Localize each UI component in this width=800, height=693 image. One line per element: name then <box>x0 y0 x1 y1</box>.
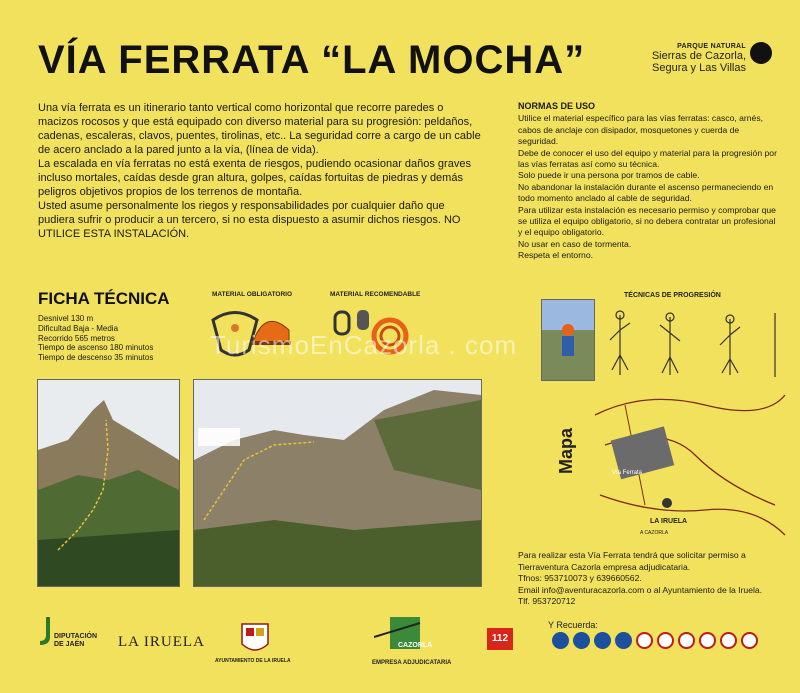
climber-figure-2-icon <box>660 317 680 375</box>
mountain-photo-right-graphic <box>194 380 481 586</box>
no-camping-pictogram-icon <box>657 632 674 649</box>
intro-paragraph: Usted asume personalmente los riegos y responsabilidades por cualquier daño que pudiera sufrir o producir a un tercero, si no esta dispuesto a asumir dichos riesgos. NO UTILICE ESTA INSTALACIÓN. <box>38 200 461 240</box>
rule-item: No usar en caso de tormenta. <box>518 238 632 249</box>
emergency-112-badge: 112 <box>487 628 513 650</box>
climber-photo-graphic <box>542 300 594 380</box>
techniques-label: TÉCNICAS DE PROGRESIÓN <box>624 292 721 299</box>
reminder-label: Y Recuerda: <box>548 620 598 630</box>
no-fire-pictogram-icon <box>636 632 653 649</box>
rules-section <box>518 101 780 262</box>
map-place-label: Vía Ferrata <box>612 470 643 476</box>
park-line3: Segura y Las Villas <box>652 62 746 74</box>
map-road-north <box>595 395 785 415</box>
ayuntamiento-label: AYUNTAMIENTO DE LA IRUELA <box>215 658 291 664</box>
climber-figure-3-icon <box>720 319 740 375</box>
no-picking-pictogram-icon <box>699 632 716 649</box>
diputacion-emblem-icon <box>38 617 52 645</box>
contact-line: Tfnos: 953710073 y 639660562. <box>518 573 642 584</box>
no-hunting-pictogram-icon <box>741 632 758 649</box>
path-pictogram-icon <box>573 632 590 649</box>
mountain-photo-right <box>193 379 482 587</box>
page-title: VÍA FERRATA “LA MOCHA” <box>38 38 586 82</box>
map-town-label: LA IRUELA <box>650 518 688 525</box>
map-town-marker <box>662 498 672 508</box>
rule-item: Respeta el entorno. <box>518 250 594 261</box>
map-title: Mapa <box>556 427 576 474</box>
contact-line: Para realizar esta Vía Ferrata tendrá que solicitar permiso a Tierraventura Cazorla empresa adjudicataria. <box>518 550 746 572</box>
watermark: TurismoEnCazorla . com <box>210 330 518 360</box>
park-name <box>636 43 746 74</box>
hiking-pictogram-icon <box>594 632 611 649</box>
contact-line: Email info@aventuracazorla.com o al Ayuntamiento de la Iruela. <box>518 584 763 595</box>
litter-pictogram-icon <box>552 632 569 649</box>
rules-heading: NORMAS DE USO <box>518 101 596 111</box>
no-noise-pictogram-icon <box>720 632 737 649</box>
intro-text <box>38 101 484 241</box>
tech-row: Tiempo de ascenso 180 minutos <box>38 343 154 353</box>
park-emblem-icon <box>750 42 772 64</box>
pictogram-row <box>552 632 782 649</box>
map-graphic <box>585 385 790 545</box>
mandatory-gear-label: MATERIAL OBLIGATORIO <box>212 291 293 298</box>
rule-item: No abandonar la instalación durante el ascenso permaneciendo en todo momento anclado al cable de seguridad. <box>518 181 774 204</box>
iruela-logo: LA IRUELA <box>118 634 205 650</box>
climber-photo <box>541 299 595 381</box>
tech-row: Dificultad Baja - Media <box>38 323 119 333</box>
mountain-photo-left-graphic <box>38 380 179 586</box>
climber-figure-1-icon <box>610 315 630 375</box>
mountain-photo-left <box>37 379 180 587</box>
tierraventura-logo-icon <box>374 617 456 657</box>
park-line1: PARQUE NATURAL <box>677 43 746 50</box>
tierraventura-label: CAZORLA <box>398 642 433 649</box>
intro-paragraph: La escalada en vía ferratas no está exenta de riesgos, pudiendo ocasionar daños graves incluso mortales, caídas desde gran altura, golpes, caídas fortuitas de piedras y demás peligros objetivos propios de los terrenos de montaña. <box>38 158 471 198</box>
town-shield-icon <box>240 622 270 656</box>
rule-item: Debe de conocer el uso del equipo y material para la progresión por las vías ferratas así como su técnica. <box>518 147 777 170</box>
logo-diputacion <box>38 617 98 648</box>
diputacion-label: DIPUTACIÓN DE JAÉN <box>54 633 98 648</box>
tech-row: Tiempo de descenso 35 minutos <box>38 353 154 363</box>
rule-item: Para utilizar esta instalación es necesario permiso y comprobar que se utiliza el equipo obligatorio, si no debera contratar un profesional y el equipo obligatorio. <box>518 204 776 238</box>
technical-sheet <box>38 314 153 363</box>
contact-section <box>518 550 788 608</box>
technical-sheet-title: FICHA TÉCNICA <box>38 289 170 308</box>
empresa-label: EMPRESA ADJUDICATARIA <box>372 660 452 666</box>
park-line2: Sierras de Cazorla, <box>651 50 746 62</box>
recommended-gear-label: MATERIAL RECOMENDABLE <box>330 291 421 298</box>
rule-item: Utilice el material específico para las vías ferratas: casco, arnés, cabos de anclaje con disipador, mosquetones y cuerda de seguridad. <box>518 113 764 147</box>
intro-paragraph: Una vía ferrata es un itinerario tanto vertical como horizontal que recorre paredes o macizos rocosos y que está equipado con diverso material para su progresión: peldaños, cadenas, escaleras, clavos, puentes, tirolinas, etc.. La seguridad corre a cargo de un cable de acero anclado a la pared junto a la vía, (línea de vida). <box>38 102 481 156</box>
tech-row: Recorrido 565 metros <box>38 333 115 343</box>
water-pictogram-icon <box>615 632 632 649</box>
map-road-label: A CAZORLA <box>640 530 669 536</box>
rule-item: Solo puede ir una persona por tramos de cable. <box>518 170 700 181</box>
technique-drawings <box>600 305 790 380</box>
no-dogs-pictogram-icon <box>678 632 695 649</box>
map-road-south <box>600 495 785 535</box>
contact-line: Tlf. 953720712 <box>518 596 576 607</box>
tech-row: Desnivel 130 m <box>38 314 94 323</box>
